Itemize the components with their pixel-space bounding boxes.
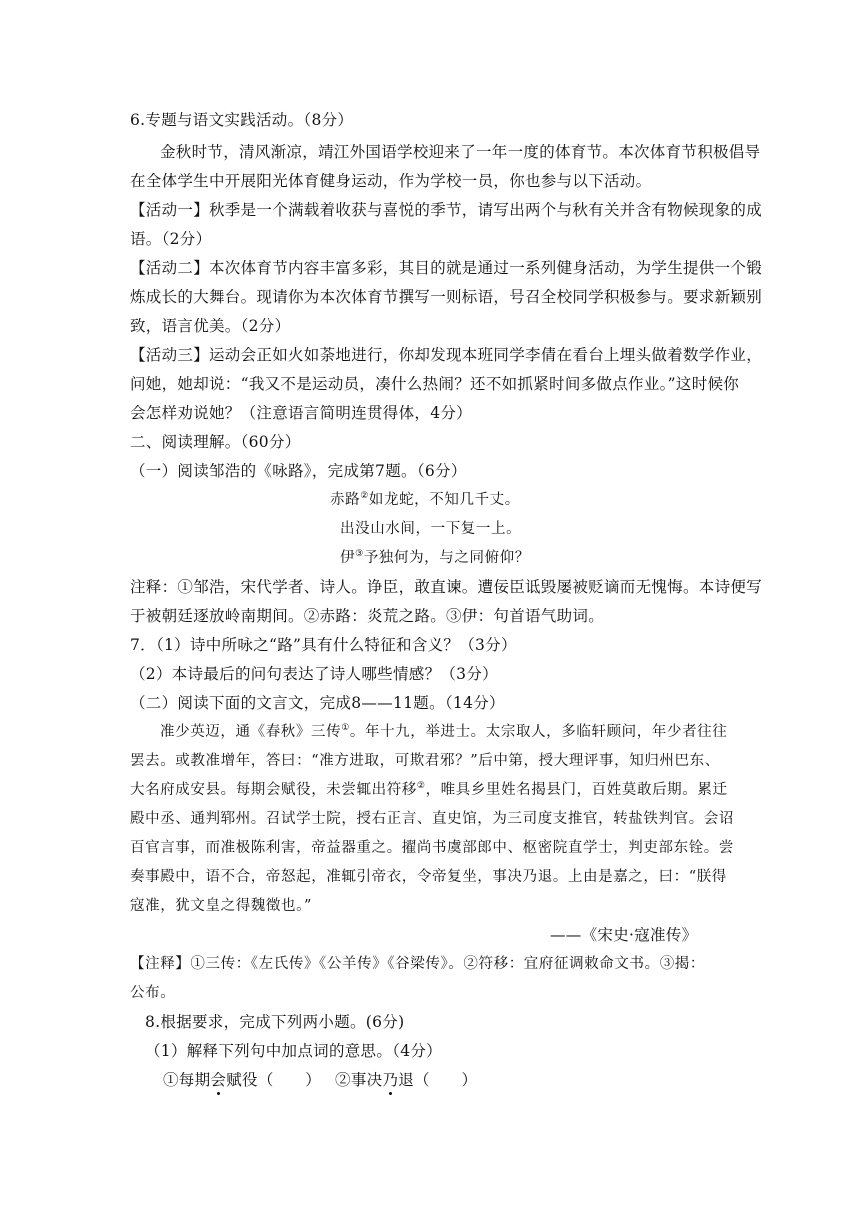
activity2-line1: 【活动二】本次体育节内容丰富多彩，其目的就是通过一系列健身活动，为学生提供一个锻 xyxy=(130,259,763,277)
classical-line6: 奏事殿中，语不合，帝怒起，准辄引帝衣，令帝复坐，事决乃退。上由是嘉之，曰：“朕得 xyxy=(130,869,727,885)
poem-line3: 伊③予独何为，与之同俯仰？ xyxy=(340,549,530,566)
classical-note-line1: 【注释】①三传：《左氏传》《公羊传》《谷梁传》。②符移：宜府征调敕命文书。③揭： xyxy=(130,956,705,972)
activity2-line2: 炼成长的大舞台。现请你为本次体育节撰写一则标语，号召全校同学积极参与。要求新颖别 xyxy=(130,288,763,306)
classical-line5: 百官言事，而准极陈利害，帝益器重之。擢尚书虞部郎中、枢密院直学士，判吏部东铨。尝 xyxy=(130,840,734,856)
q8-items: ①每期会赋役（ ） ②事决乃退（ ） xyxy=(163,1071,478,1089)
classical-line1: 准少英迈，通《春秋》三传①。年十九，举进士。太宗取人，多临轩顾问，年少者往往 xyxy=(160,723,728,740)
classical-line4: 殿中丞、通判郓州。召试学士院，授右正言、直史馆，为三司度支推官，转盐铁判官。会诏 xyxy=(130,811,734,827)
activity2-line3: 致，语言优美。（2分） xyxy=(130,317,291,335)
q6-intro-line1: 金秋时节，清风渐凉，靖江外国语学校迎来了一年一度的体育节。本次体育节积极倡导 xyxy=(160,143,761,161)
activity3-line3: 会怎样劝说她？（注意语言简明连贯得体，4分） xyxy=(130,404,472,422)
poem-line1: 赤路②如龙蛇，不知几千丈。 xyxy=(330,491,520,508)
activity1-line1: 【活动一】秋季是一个满载着收获与喜悦的季节，请写出两个与秋有关并含有物候现象的成 xyxy=(130,201,763,219)
q8-title: 8.根据要求，完成下列两小题。(6分) xyxy=(145,1013,405,1031)
q7-part2: （2）本诗最后的问句表达了诗人哪些情感？（3分） xyxy=(130,665,498,683)
q6-title: 6.专题与语文实践活动。（8分） xyxy=(130,111,354,129)
poem-heading: （一）阅读邹浩的《咏路》，完成第7题。（6分） xyxy=(130,462,467,480)
poem-note-line1: 注释：①邹浩，宋代学者、诗人。诤臣，敢直谏。遭佞臣诋毁屡被贬谪而无愧悔。本诗便写 xyxy=(130,578,763,596)
activity3-line1: 【活动三】运动会正如火如荼地进行，你却发现本班同学李倩在看台上埋头做着数学作业， xyxy=(130,346,763,364)
activity3-line2: 问她，她却说：“我又不是运动员，凑什么热闹？还不如抓紧时间多做点作业。”这时候你 xyxy=(130,375,740,393)
emphasis-dot-char: 会 xyxy=(210,1071,227,1089)
emphasis-dot-char: 乃 xyxy=(382,1071,399,1089)
classical-heading: （二）阅读下面的文言文，完成8——11题。（14分） xyxy=(130,694,505,712)
section2-title: 二、阅读理解。（60分） xyxy=(130,433,301,451)
activity1-line2: 语。（2分） xyxy=(130,230,212,248)
q7-part1: 7．（1）诗中所咏之“路”具有什么特征和含义？（3分） xyxy=(130,636,517,654)
classical-note-line2: 公布。 xyxy=(130,985,176,1001)
q8-sub1: （1）解释下列句中加点词的意思。（4分） xyxy=(145,1042,442,1060)
classical-source: ——《宋史·寇准传》 xyxy=(550,926,698,944)
classical-line2: 罢去。或教准增年，答曰：“准方进取，可欺君邪？”后中第，授大理评事，知归州巴东、 xyxy=(130,753,720,769)
q6-intro-line2: 在全体学生中开展阳光体育健身运动，作为学校一员，你也参与以下活动。 xyxy=(130,172,652,190)
poem-line2: 出没山水间，一下复一上。 xyxy=(340,521,522,537)
classical-line7: 寇准，犹文皇之得魏徵也。” xyxy=(130,898,312,914)
poem-note-line2: 于被朝廷逐放岭南期间。②赤路：炎荒之路。③伊：句首语气助词。 xyxy=(130,607,605,625)
classical-line3: 大名府成安县。每期会赋役，未尝辄出符移②，唯具乡里姓名揭县门，百姓莫敢后期。累迁 xyxy=(130,781,728,798)
